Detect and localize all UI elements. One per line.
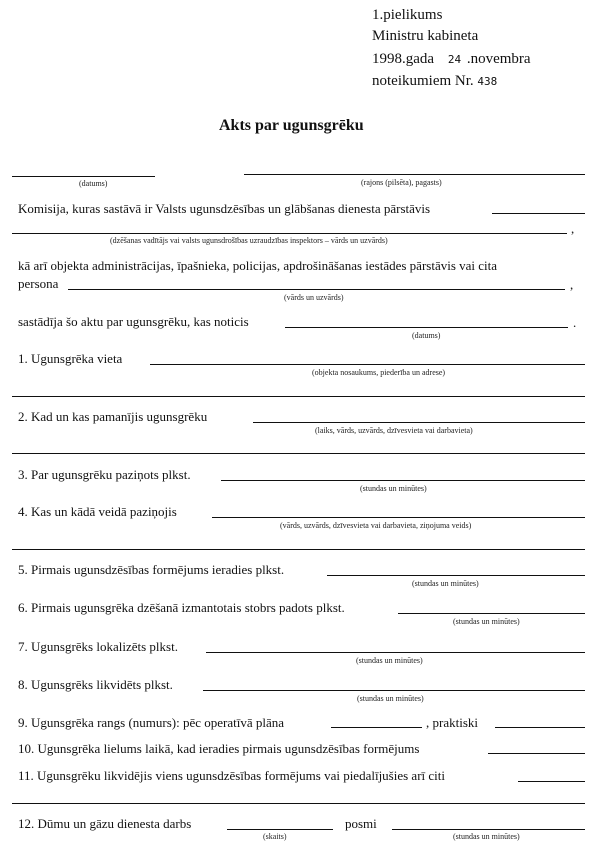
cabinet-label: Ministru kabineta [372,28,479,44]
smoke-service-count-line[interactable] [227,829,333,830]
inspector-caption: (dzēšanas vadītājs vai valsts ugunsdrošības uzraudzības inspektors – vārds un uzvārds) [110,236,388,245]
localized-time-caption: (stundas un minūtes) [356,656,423,665]
regulation-day: 24 [447,53,462,66]
reporter-label: 4. Kas un kādā veidā paziņojis [18,504,177,519]
extinguished-time-line[interactable] [203,690,585,691]
inspector-comma: , [571,221,575,236]
fire-location-label: 1. Ugunsgrēka vieta [18,351,123,366]
commission-representative-line[interactable] [492,213,585,214]
smoke-service-time-caption: (stundas un minūtes) [453,832,520,841]
fire-rank-label: 9. Ugunsgrēka rangs (numurs): pēc operatīvā plāna [18,715,285,730]
document-title: Akts par ugunsgrēku [219,117,364,134]
who-noticed-caption: (laiks, vārds, uzvārds, dzīvesvieta vai darbavieta) [315,426,473,435]
date-caption: (datums) [79,179,108,188]
fire-rank-plan-line[interactable] [331,727,422,728]
first-unit-arrived-label: 5. Pirmais ugunsdzēsības formējums ieradies plkst. [18,562,285,577]
extinguished-time-caption: (stundas un minūtes) [357,694,424,703]
other-person-caption: (vārds un uzvārds) [284,293,344,302]
units-involved-line[interactable] [518,781,585,782]
first-unit-arrived-line[interactable] [327,575,585,576]
first-nozzle-line[interactable] [398,613,585,614]
extinguished-time-label: 8. Ugunsgrēks likvidēts plkst. [18,677,173,692]
smoke-service-stages-label: posmi [345,816,377,831]
also-persons-text-1: kā arī objekta administrācijas, īpašnieka, policijas, apdrošināšanas iestādes pārstāvis vai cita [18,258,498,273]
fire-rank-actual-line[interactable] [495,727,585,728]
regulation-number-prefix: noteikumiem Nr. [372,73,474,89]
also-persons-text-2: persona [18,276,59,291]
reported-time-line[interactable] [221,480,585,481]
appendix-label: 1.pielikums [372,7,443,23]
other-person-comma: , [570,277,574,292]
first-nozzle-caption: (stundas un minūtes) [453,617,520,626]
fire-size-line[interactable] [488,753,585,754]
fire-date-period: . [573,315,577,330]
other-person-name-line[interactable] [68,289,565,290]
drawn-up-text: sastādīja šo aktu par ugunsgrēku, kas noticis [18,314,249,329]
localized-time-label: 7. Ugunsgrēks lokalizēts plkst. [18,639,178,654]
units-involved-label: 11. Ugunsgrēku likvidējis viens ugunsdzēsības formējums vai piedalījušies arī citi [18,768,446,783]
localized-time-line[interactable] [206,652,585,653]
reporter-caption: (vārds, uzvārds, dzīvesvieta vai darbavieta, ziņojuma veids) [280,521,472,530]
fire-location-caption: (objekta nosaukums, piederība un adrese) [312,368,446,377]
fire-size-label: 10. Ugunsgrēka lielums laikā, kad ieradies pirmais ugunsdzēsības formējums [18,741,420,756]
regulation-month: .novembra [466,51,531,67]
regulation-date [372,50,531,69]
regulation-year: 1998.gada [372,51,435,67]
reporter-line[interactable] [212,517,585,518]
date-field-line[interactable] [12,176,155,177]
who-noticed-label: 2. Kad un kas pamanījis ugunsgrēku [18,409,208,424]
who-noticed-line-2[interactable] [12,453,585,454]
fire-location-line-2[interactable] [12,396,585,397]
inspector-name-line[interactable] [12,233,567,234]
fire-date-line[interactable] [285,327,568,328]
reported-time-caption: (stundas un minūtes) [360,484,427,493]
commission-text: Komisija, kuras sastāvā ir Valsts ugunsdzēsības un glābšanas dienesta pārstāvis [18,201,431,216]
first-nozzle-label: 6. Pirmais ugunsgrēka dzēšanā izmantotais stobrs padots plkst. [18,600,345,615]
fire-rank-actual-label: , praktiski [426,715,478,730]
fire-location-line[interactable] [150,364,585,365]
reported-time-label: 3. Par ugunsgrēku paziņots plkst. [18,467,191,482]
smoke-service-count-caption: (skaits) [263,832,287,841]
region-field-line[interactable] [244,174,585,175]
smoke-service-time-line[interactable] [392,829,585,830]
first-unit-arrived-caption: (stundas un minūtes) [412,579,479,588]
region-caption: (rajons (pilsēta), pagasts) [361,178,442,187]
reporter-line-2[interactable] [12,549,585,550]
regulation-number [372,72,497,91]
fire-date-caption: (datums) [412,331,441,340]
who-noticed-line[interactable] [253,422,585,423]
regulation-number-value: 438 [477,75,498,88]
smoke-service-label: 12. Dūmu un gāzu dienesta darbs [18,816,192,831]
units-involved-line-2[interactable] [12,803,585,804]
